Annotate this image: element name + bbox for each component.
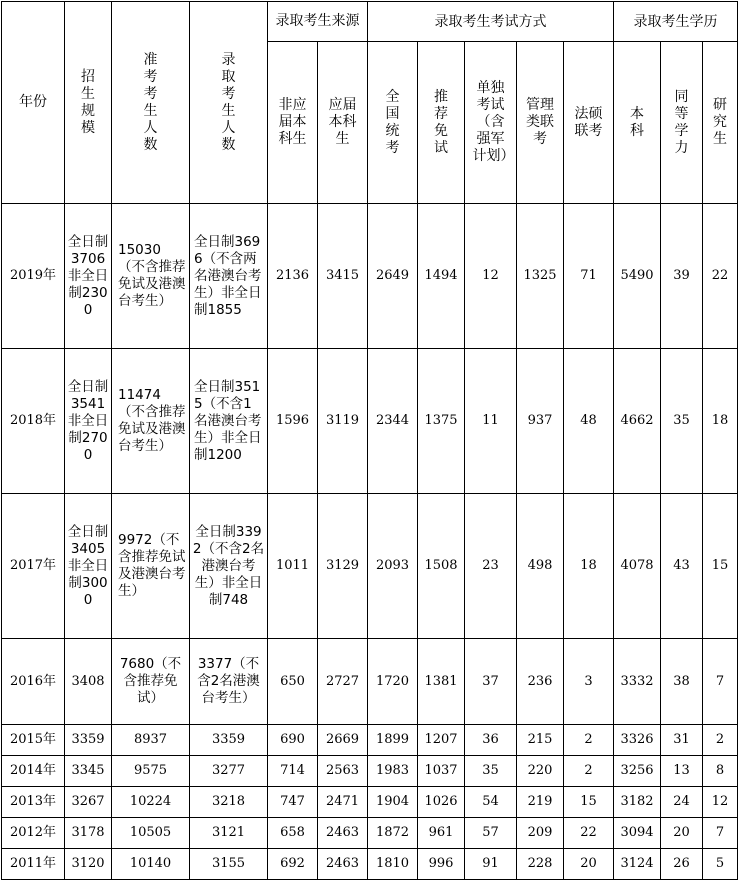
cell-candidates: 9575 — [112, 756, 190, 787]
cell-candidates: 11474（不含推荐免试及港澳台考生） — [112, 349, 190, 494]
cell-mgmt: 498 — [517, 494, 564, 639]
cell-graduate: 7 — [703, 639, 738, 725]
header-edu-group: 录取考生学历 — [614, 2, 738, 42]
cell-admitted: 全日制3696（不含两名港澳台考生）非全日制1855 — [190, 204, 268, 349]
header-equivalent: 同等学力 — [661, 42, 703, 204]
cell-single: 36 — [465, 725, 517, 756]
header-fresh: 应届本科生 — [318, 42, 368, 204]
cell-recommend: 1207 — [418, 725, 465, 756]
cell-single: 54 — [465, 787, 517, 818]
cell-fresh: 2563 — [318, 756, 368, 787]
cell-mgmt: 236 — [517, 639, 564, 725]
header-scale: 招生规模 — [65, 2, 112, 204]
cell-equivalent: 26 — [661, 849, 703, 880]
cell-scale: 3359 — [65, 725, 112, 756]
cell-non-fresh: 690 — [268, 725, 318, 756]
cell-equivalent: 31 — [661, 725, 703, 756]
cell-non-fresh: 714 — [268, 756, 318, 787]
cell-mgmt: 209 — [517, 818, 564, 849]
cell-graduate: 7 — [703, 818, 738, 849]
cell-fresh: 2669 — [318, 725, 368, 756]
cell-single: 11 — [465, 349, 517, 494]
cell-scale: 3408 — [65, 639, 112, 725]
cell-single: 23 — [465, 494, 517, 639]
cell-graduate: 18 — [703, 349, 738, 494]
cell-mgmt: 937 — [517, 349, 564, 494]
cell-equivalent: 24 — [661, 787, 703, 818]
cell-scale: 全日制3706非全日制2300 — [65, 204, 112, 349]
cell-candidates: 7680（不含推荐免试） — [112, 639, 190, 725]
table-row — [2, 349, 738, 494]
cell-recommend: 961 — [418, 818, 465, 849]
cell-admitted: 3155 — [190, 849, 268, 880]
cell-year: 2012年 — [2, 818, 65, 849]
cell-non-fresh: 747 — [268, 787, 318, 818]
header-exam-group: 录取考生考试方式 — [368, 2, 614, 42]
cell-year: 2018年 — [2, 349, 65, 494]
cell-equivalent: 38 — [661, 639, 703, 725]
cell-mgmt: 219 — [517, 787, 564, 818]
header-year: 年份 — [2, 2, 65, 204]
cell-admitted: 3277 — [190, 756, 268, 787]
cell-mgmt: 215 — [517, 725, 564, 756]
cell-year: 2016年 — [2, 639, 65, 725]
header-candidates: 准考考生人数 — [112, 2, 190, 204]
cell-single: 37 — [465, 639, 517, 725]
cell-law: 48 — [564, 349, 614, 494]
cell-non-fresh: 2136 — [268, 204, 318, 349]
cell-year: 2017年 — [2, 494, 65, 639]
cell-mgmt: 228 — [517, 849, 564, 880]
cell-mgmt: 220 — [517, 756, 564, 787]
cell-non-fresh: 1011 — [268, 494, 318, 639]
cell-admitted: 3377（不含2名港澳台考生） — [190, 639, 268, 725]
cell-fresh: 2463 — [318, 849, 368, 880]
header-bachelor: 本科 — [614, 42, 661, 204]
cell-candidates: 15030（不含推荐免试及港澳台考生） — [112, 204, 190, 349]
header-law: 法硕联考 — [564, 42, 614, 204]
cell-bachelor: 3182 — [614, 787, 661, 818]
cell-non-fresh: 650 — [268, 639, 318, 725]
cell-bachelor: 4662 — [614, 349, 661, 494]
cell-admitted: 全日制3392（不含2名港澳台考生）非全日制748 — [190, 494, 268, 639]
cell-law: 2 — [564, 725, 614, 756]
cell-equivalent: 20 — [661, 818, 703, 849]
cell-recommend: 1375 — [418, 349, 465, 494]
cell-recommend: 996 — [418, 849, 465, 880]
table-row — [2, 725, 738, 756]
cell-non-fresh: 658 — [268, 818, 318, 849]
cell-admitted: 全日制3515（不含1名港澳台考生）非全日制1200 — [190, 349, 268, 494]
cell-law: 20 — [564, 849, 614, 880]
cell-national: 1904 — [368, 787, 418, 818]
cell-graduate: 5 — [703, 849, 738, 880]
cell-admitted: 3121 — [190, 818, 268, 849]
cell-admitted: 3359 — [190, 725, 268, 756]
cell-fresh: 3415 — [318, 204, 368, 349]
cell-equivalent: 39 — [661, 204, 703, 349]
cell-graduate: 22 — [703, 204, 738, 349]
cell-fresh: 2463 — [318, 818, 368, 849]
cell-law: 2 — [564, 756, 614, 787]
header-recommend: 推荐免试 — [418, 42, 465, 204]
cell-law: 22 — [564, 818, 614, 849]
cell-national: 2093 — [368, 494, 418, 639]
cell-recommend: 1508 — [418, 494, 465, 639]
table-row — [2, 756, 738, 787]
cell-single: 35 — [465, 756, 517, 787]
admissions-table — [1, 1, 738, 880]
cell-single: 57 — [465, 818, 517, 849]
cell-national: 1899 — [368, 725, 418, 756]
cell-law: 71 — [564, 204, 614, 349]
cell-national: 2649 — [368, 204, 418, 349]
cell-scale: 全日制3405非全日制3000 — [65, 494, 112, 639]
cell-recommend: 1494 — [418, 204, 465, 349]
cell-graduate: 12 — [703, 787, 738, 818]
table-row — [2, 204, 738, 349]
table-row — [2, 639, 738, 725]
cell-equivalent: 35 — [661, 349, 703, 494]
cell-law: 15 — [564, 787, 614, 818]
table-row — [2, 818, 738, 849]
cell-fresh: 2471 — [318, 787, 368, 818]
cell-bachelor: 3124 — [614, 849, 661, 880]
cell-national: 1810 — [368, 849, 418, 880]
cell-graduate: 8 — [703, 756, 738, 787]
header-mgmt: 管理类联考 — [517, 42, 564, 204]
cell-candidates: 10505 — [112, 818, 190, 849]
cell-year: 2015年 — [2, 725, 65, 756]
cell-national: 2344 — [368, 349, 418, 494]
cell-fresh: 3119 — [318, 349, 368, 494]
cell-recommend: 1381 — [418, 639, 465, 725]
cell-equivalent: 13 — [661, 756, 703, 787]
header-single: 单独考试（含强军计划） — [465, 42, 517, 204]
cell-recommend: 1037 — [418, 756, 465, 787]
header-national: 全国统考 — [368, 42, 418, 204]
cell-scale: 3345 — [65, 756, 112, 787]
cell-year: 2014年 — [2, 756, 65, 787]
cell-mgmt: 1325 — [517, 204, 564, 349]
cell-scale: 3178 — [65, 818, 112, 849]
cell-year: 2019年 — [2, 204, 65, 349]
cell-graduate: 15 — [703, 494, 738, 639]
cell-non-fresh: 692 — [268, 849, 318, 880]
cell-year: 2013年 — [2, 787, 65, 818]
cell-bachelor: 5490 — [614, 204, 661, 349]
cell-fresh: 3129 — [318, 494, 368, 639]
cell-law: 3 — [564, 639, 614, 725]
header-graduate: 研究生 — [703, 42, 738, 204]
cell-scale: 全日制3541非全日制2700 — [65, 349, 112, 494]
header-non-fresh: 非应届本科生 — [268, 42, 318, 204]
cell-scale: 3267 — [65, 787, 112, 818]
cell-bachelor: 3326 — [614, 725, 661, 756]
table-row — [2, 849, 738, 880]
table-row — [2, 494, 738, 639]
cell-non-fresh: 1596 — [268, 349, 318, 494]
cell-candidates: 10140 — [112, 849, 190, 880]
cell-candidates: 8937 — [112, 725, 190, 756]
cell-year: 2011年 — [2, 849, 65, 880]
cell-bachelor: 3332 — [614, 639, 661, 725]
cell-candidates: 9972（不含推荐免试及港澳台考生） — [112, 494, 190, 639]
cell-graduate: 2 — [703, 725, 738, 756]
cell-national: 1720 — [368, 639, 418, 725]
cell-candidates: 10224 — [112, 787, 190, 818]
cell-bachelor: 3094 — [614, 818, 661, 849]
cell-law: 18 — [564, 494, 614, 639]
cell-national: 1983 — [368, 756, 418, 787]
cell-equivalent: 43 — [661, 494, 703, 639]
header-source-group: 录取考生来源 — [268, 2, 368, 42]
cell-single: 91 — [465, 849, 517, 880]
cell-national: 1872 — [368, 818, 418, 849]
cell-bachelor: 3256 — [614, 756, 661, 787]
cell-recommend: 1026 — [418, 787, 465, 818]
cell-scale: 3120 — [65, 849, 112, 880]
header-admitted: 录取考生人数 — [190, 2, 268, 204]
cell-bachelor: 4078 — [614, 494, 661, 639]
cell-admitted: 3218 — [190, 787, 268, 818]
cell-fresh: 2727 — [318, 639, 368, 725]
table-row — [2, 787, 738, 818]
cell-single: 12 — [465, 204, 517, 349]
